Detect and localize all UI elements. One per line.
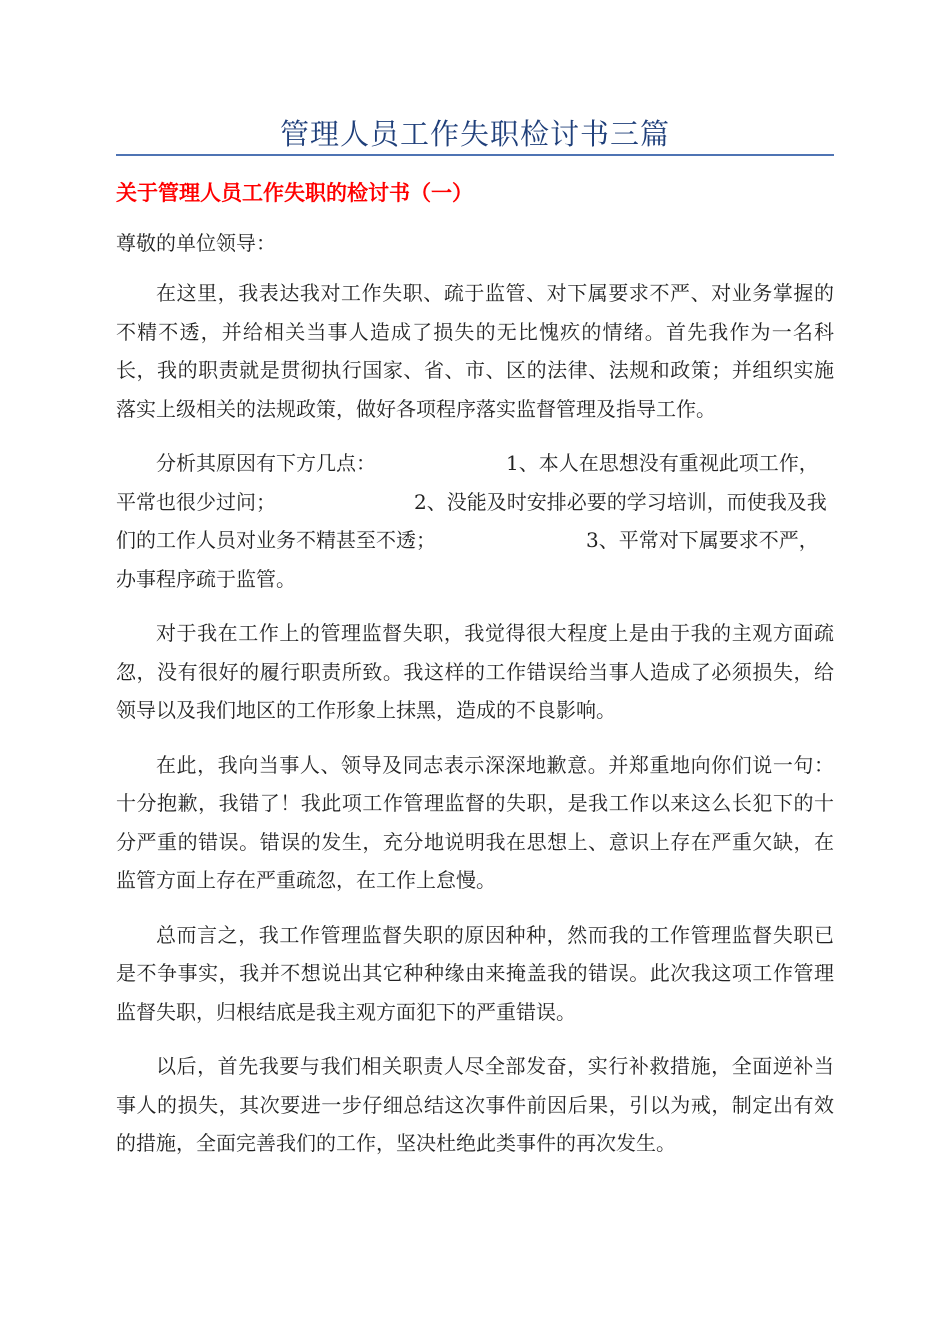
- cause-item-1: 1、本人在思想没有重视此项工作，平常也很少过问；: [116, 451, 819, 514]
- paragraph-summary: 总而言之，我工作管理监督失职的原因种种，然而我的工作管理监督失职已是不争事实，我并不想说出其它种种缘由来掩盖我的错误。此次我这项工作管理监督失职，归根结底是我主观方面犯下的严重错误。: [116, 922, 834, 1024]
- title-underline-divider: [116, 154, 834, 156]
- section-heading: 关于管理人员工作失职的检讨书（一）: [116, 181, 473, 205]
- cause-item-2: 2、没能及时安排必要的学习培训，而使我及我们的工作人员对业务不精甚至不透；: [116, 489, 827, 552]
- letter-body: [116, 274, 834, 1179]
- causes-intro: 分析其原因有下方几点：: [156, 451, 376, 475]
- document-title: 管理人员工作失职检讨书三篇: [279, 117, 670, 151]
- paragraph-intro: 在这里，我表达我对工作失职、疏于监管、对下属要求不严、对业务掌握的不精不透，并给相关当事人造成了损失的无比愧疚的情绪。首先我作为一名科长，我的职责就是贯彻执行国家、省、市、区的法律、法规和政策；并组织实施落实上级相关的法规政策，做好各项程序落实监督管理及指导工作。: [116, 281, 834, 421]
- paragraph-apology: 在此，我向当事人、领导及同志表示深深地歉意。并郑重地向你们说一句：十分抱歉，我错了！我此项工作管理监督的失职，是我工作以来这么长犯下的十分严重的错误。错误的发生，充分地说明我在思想上、意识上存在严重欠缺，在监管方面上存在严重疏忽，在工作上怠慢。: [116, 752, 834, 892]
- salutation: 尊敬的单位领导：: [116, 231, 276, 255]
- paragraph-causes: [116, 444, 834, 598]
- cause-item-3: 3、平常对下属要求不严，办事程序疏于监管。: [116, 528, 819, 591]
- paragraph-responsibility: 对于我在工作上的管理监督失职，我觉得很大程度上是由于我的主观方面疏忽，没有很好的履行职责所致。我这样的工作错误给当事人造成了必须损失，给领导以及我们地区的工作形象上抹黑，造成的不良影响。: [116, 621, 834, 722]
- paragraph-remedy: 以后，首先我要与我们相关职责人尽全部发奋，实行补救措施，全面逆补当事人的损失，其次要进一步仔细总结这次事件前因后果，引以为戒，制定出有效的措施，全面完善我们的工作，坚决杜绝此类事件的再次发生。: [116, 1054, 834, 1155]
